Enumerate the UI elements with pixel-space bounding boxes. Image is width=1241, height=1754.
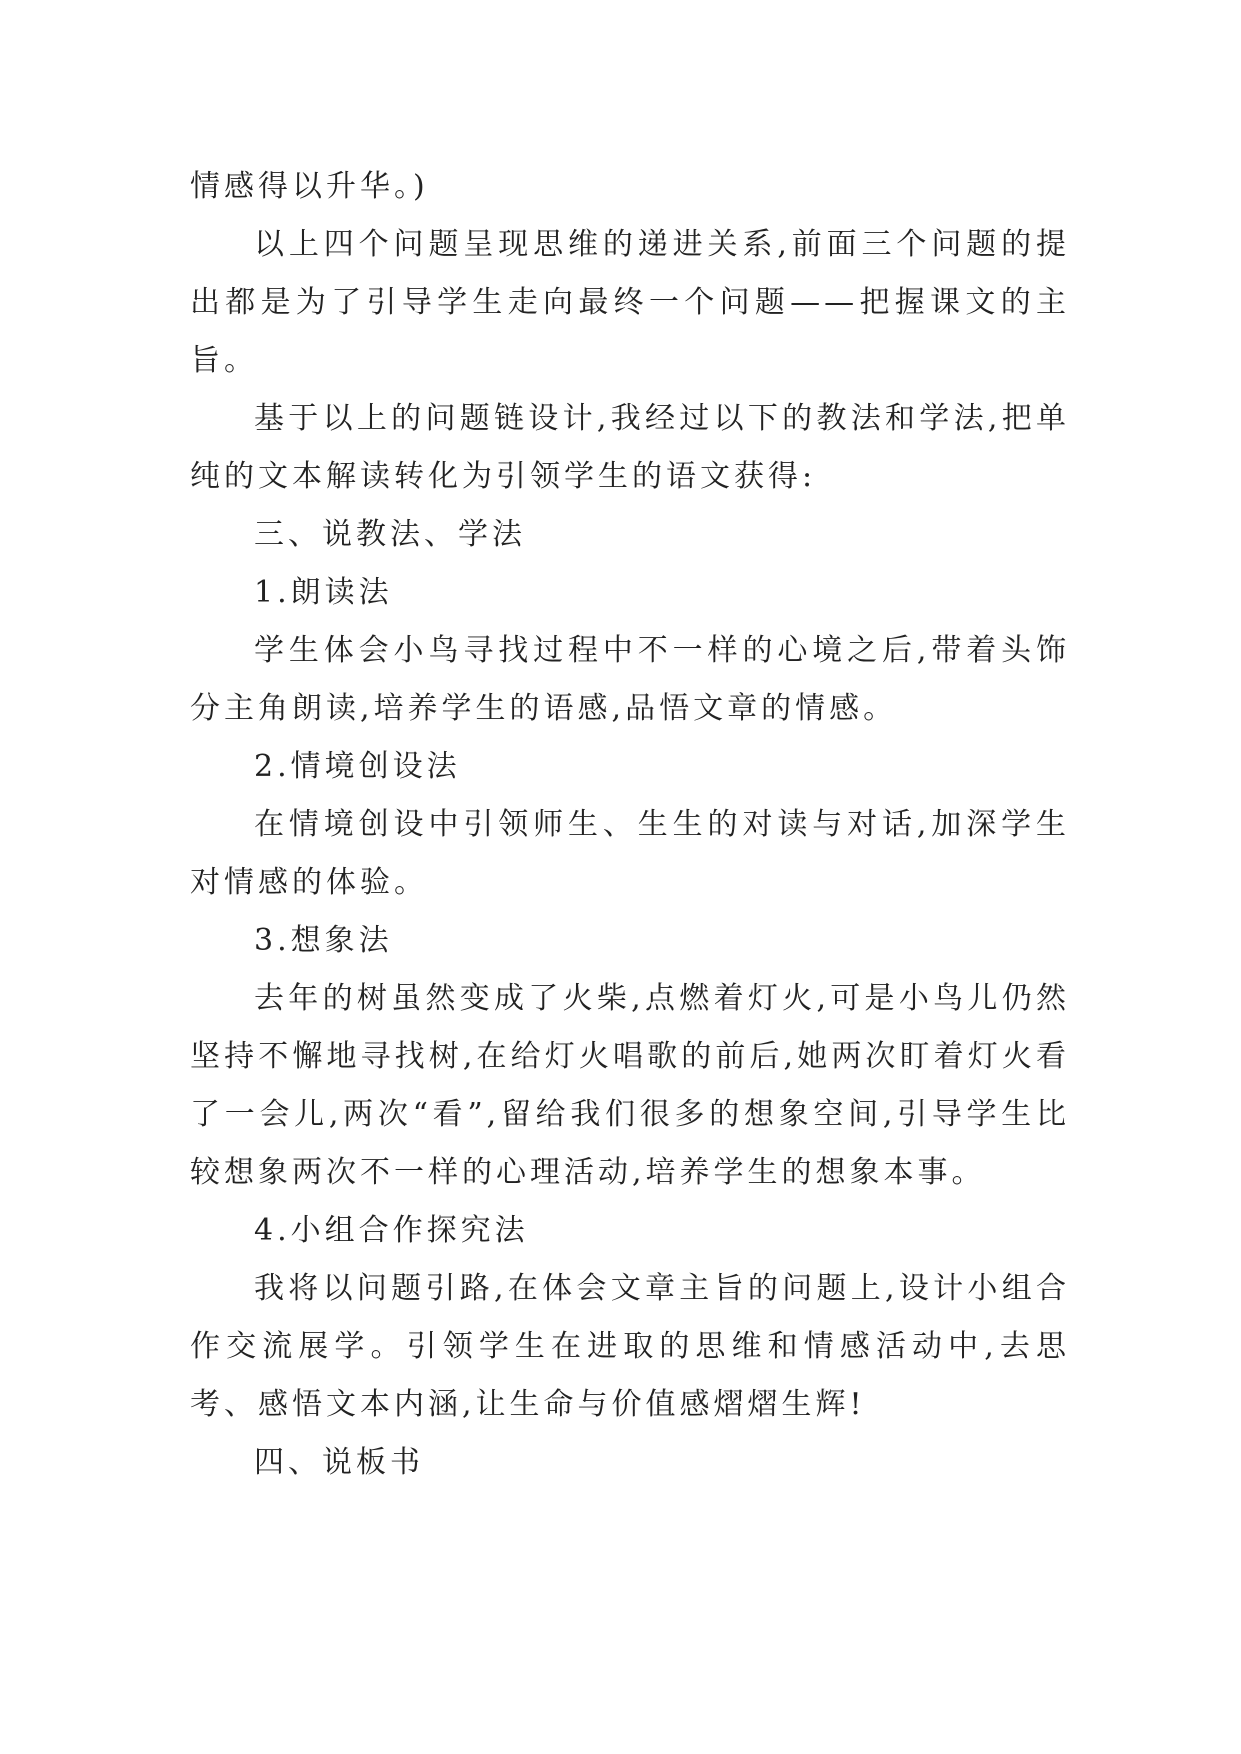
subheading-reading-method: 1.朗读法: [254, 575, 393, 610]
paragraph: 以上四个问题呈现思维的递进关系,前面三个问题的提出都是为了引导学生走向最终一个问题——把握课文的主旨。: [190, 227, 1070, 378]
paragraph: 去年的树虽然变成了火柴,点燃着灯火,可是小鸟儿仍然坚持不懈地寻找树,在给灯火唱歌的前后,她两次盯着灯火看了一会儿,两次“看”,留给我们很多的想象空间,引导学生比较想象两次不一样的心理活动,培养学生的想象本事。: [190, 981, 1070, 1190]
subheading-group-inquiry-method: 4.小组合作探究法: [254, 1213, 529, 1248]
subheading-situation-method: 2.情境创设法: [254, 749, 461, 784]
paragraph: 在情境创设中引领师生、生生的对读与对话,加深学生对情感的体验。: [190, 807, 1070, 900]
paragraph: 情感得以升华。): [190, 169, 429, 204]
paragraph: 我将以问题引路,在体会文章主旨的问题上,设计小组合作交流展学。引领学生在进取的思维和情感活动中,去思考、感悟文本内涵,让生命与价值感熠熠生辉!: [190, 1271, 1070, 1422]
document-body: [190, 158, 1070, 1492]
section-heading-blackboard: 四、说板书: [254, 1445, 424, 1480]
subheading-imagination-method: 3.想象法: [254, 923, 393, 958]
paragraph: 基于以上的问题链设计,我经过以下的教法和学法,把单纯的文本解读转化为引领学生的语文获得:: [190, 401, 1070, 494]
section-heading-teaching-methods: 三、说教法、学法: [254, 517, 526, 552]
paragraph: 学生体会小鸟寻找过程中不一样的心境之后,带着头饰分主角朗读,培养学生的语感,品悟文章的情感。: [190, 633, 1070, 726]
